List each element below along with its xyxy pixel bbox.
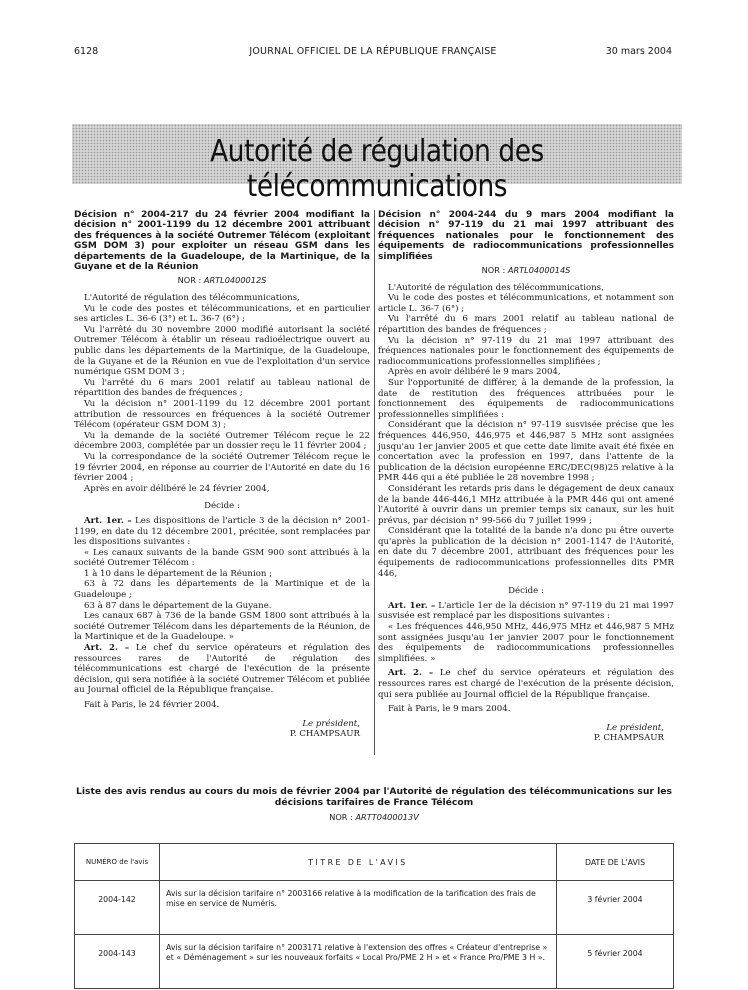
article-paragraph: « Les canaux suivants de la bande GSM 900 sont attribués à la société Outremer Télécom : bbox=[74, 547, 370, 569]
article-2 bbox=[74, 643, 370, 696]
avis-date: 3 février 2004 bbox=[557, 881, 674, 935]
visa-paragraph: L'Autorité de régulation des télécommunications, bbox=[84, 293, 300, 304]
visas bbox=[74, 293, 370, 494]
page-number: 6128 bbox=[74, 46, 99, 57]
journal-title: JOURNAL OFFICIEL DE LA RÉPUBLIQUE FRANÇAISE bbox=[249, 46, 497, 57]
section-title: Autorité de régulation des télécommunications bbox=[210, 134, 544, 204]
decision-right bbox=[378, 210, 674, 744]
decision-title: Décision n° 2004-217 du 24 février 2004 modifiant la décision n° 2001-1199 du 12 décembre 2001 attribuant des fréquences à la société Outremer Télécom (exploitant GSM DOM 3) pour exploiter un réseau GSM dans les départements de la Guadeloupe, de la Martinique, de la Guyane et de la Réunion bbox=[74, 210, 370, 273]
article-2-text: Le chef du service opérateurs et régulation des ressources rares de l'Autorité de régulation des télécommunications est chargé de l'exécution de la présente décision, qui sera notifiée à la société Outremer Télécom et publiée au Journal officiel de la République française. bbox=[74, 643, 370, 696]
table-row bbox=[75, 881, 674, 935]
article-paragraph: Les canaux 687 à 736 de la bande GSM 1800 sont attribués à la société Outremer Télécom dans les départements de la Réunion, de la Martinique et de la Guadeloupe. » bbox=[74, 611, 370, 643]
avis-table bbox=[74, 843, 674, 989]
signature bbox=[74, 719, 370, 740]
signature bbox=[378, 723, 674, 744]
article-paragraph: « Les fréquences 446,950 MHz, 446,975 MHz et 446,987 5 MHz sont assignées jusqu'au 1er janvier 2007 pour le fonctionnement des équipements de radiocommunications professionnelles simplifiées. » bbox=[378, 622, 674, 664]
avis-title: Avis sur la décision tarifaire n° 2003166 relative à la modification de la tarification des frais de mise en service de Numéris. bbox=[160, 881, 557, 935]
article-1 bbox=[74, 516, 370, 548]
decide-heading: Décide : bbox=[204, 501, 240, 512]
signature-title: Le président, bbox=[302, 718, 360, 729]
nor-line bbox=[74, 275, 370, 286]
article-1-label: Art. 1er. – bbox=[84, 515, 132, 526]
avis-date: 5 février 2004 bbox=[557, 935, 674, 989]
visa-paragraph: Vu la décision n° 2001-1199 du 12 décembre 2001 portant attribution de ressources en fréquences à la société Outremer Télécom (opérateur GSM DOM 3) ; bbox=[74, 398, 370, 431]
visa-paragraph: Vu la décision n° 97-119 du 21 mai 1997 attribuant des fréquences nationales pour le fonctionnement des équipements de radiocommunications professionnelles simplifiées ; bbox=[378, 335, 674, 367]
article-1-text: L'article 1er de la décision n° 97-119 du 21 mai 1997 susvisée est remplacé par les dispositions suivantes : bbox=[378, 600, 674, 622]
article-2 bbox=[378, 668, 674, 700]
closing-line: Fait à Paris, le 24 février 2004. bbox=[84, 700, 220, 710]
nor-label: NOR : bbox=[481, 265, 506, 276]
visa-paragraph: Sur l'opportunité de différer, à la demande de la profession, la date de restitution des fréquences attribuées pour le fonctionnement des équipements de radiocommunications professionnelles simplifiées : bbox=[378, 377, 674, 420]
list-nor-line bbox=[74, 812, 674, 822]
nor-line bbox=[378, 265, 674, 276]
nor-code: ARTL0400014S bbox=[507, 265, 571, 276]
visa-paragraph: Vu le code des postes et télécommunications, et en particulier ses articles L. 36-6 (3°) et L. 36-7 (6°) ; bbox=[74, 303, 370, 325]
page-header bbox=[74, 46, 672, 60]
decide-heading: Décide : bbox=[508, 586, 544, 597]
list-title: Liste des avis rendus au cours du mois de février 2004 par l'Autorité de régulation des télécommunications sur les décisions tarifaires de France Télécom bbox=[75, 786, 672, 808]
visa-paragraph: Considérant les retards pris dans le dégagement de deux canaux de la bande 446-446,1 MHz attribuée à la PMR 446 qui ont amené l'Autorité à ouvrir dans un premier temps six canaux, sur les huit prévus, par décision n° 99-566 du 7 juillet 1999 ; bbox=[378, 483, 674, 526]
article-paragraph: 63 à 72 dans les départements de la Martinique et de la Guadeloupe ; bbox=[74, 579, 370, 601]
closing-line: Fait à Paris, le 9 mars 2004. bbox=[388, 704, 511, 715]
nor-code: ARTL0400012S bbox=[203, 275, 267, 286]
article-2-label: Art. 2. – bbox=[388, 668, 434, 679]
column-header-number: NUMÉRO de l'avis bbox=[75, 844, 160, 881]
signature-name: P. CHAMPSAUR bbox=[289, 729, 360, 740]
visa-paragraph: Après en avoir délibéré le 24 février 2004, bbox=[84, 483, 270, 494]
avis-title: Avis sur la décision tarifaire n° 2003171 relative à l'extension des offres « Créateur d'entreprise » et « Déménagement » sur les nouveaux forfaits « Local Pro/PME 2 H » et « France Pro/PME 3 H ». bbox=[160, 935, 557, 989]
issue-date: 30 mars 2004 bbox=[605, 46, 672, 57]
visa-paragraph: Vu l'arrêté du 30 novembre 2000 modifié autorisant la société Outremer Télécom à établir un réseau radioélectrique ouvert au public dans les départements de la Martinique, de la Guadeloupe, de la Guyane et de la Réunion en vue de l'exploitation d'un service numérique GSM DOM 3 ; bbox=[74, 324, 370, 378]
column-header-title: TITRE DE L'AVIS bbox=[160, 844, 557, 881]
article-2-label: Art. 2. – bbox=[84, 643, 130, 654]
avis-number: 2004-142 bbox=[75, 881, 160, 935]
visa-paragraph: Vu l'arrêté du 6 mars 2001 relatif au tableau national de répartition des bandes de fréquences ; bbox=[378, 314, 674, 335]
article-2-text: Le chef du service opérateurs et régulation des ressources rares est chargé de l'exécution de la présente décision, qui sera publiée au Journal officiel de la République française. bbox=[378, 668, 674, 700]
table-row bbox=[75, 935, 674, 989]
visas bbox=[378, 283, 674, 580]
column-header-date: DATE DE L'AVIS bbox=[557, 844, 674, 881]
nor-code: ARTT0400013V bbox=[355, 812, 419, 822]
nor-label: NOR : bbox=[177, 275, 202, 286]
decision-title: Décision n° 2004-244 du 9 mars 2004 modifiant la décision n° 97-119 du 21 mai 1997 attribuant des fréquences nationales pour le fonctionnement des équipements de radiocommunications professionnelles simplifiées bbox=[378, 210, 674, 262]
visa-paragraph: Considérant que la décision n° 97-119 susvisée précise que les fréquences 446,950, 446,975 et 446,987 5 MHz sont assignées jusqu'au 1er janvier 2005 et que cette date limite avait été fixée en concertation avec la profession en 1997, dans l'attente de la publication de la décision européenne ERC/DEC(98)25 relative à la PMR 446 qui a été publiée le 28 novembre 1998 ; bbox=[378, 420, 674, 484]
article-paragraph: 1 à 10 dans le département de la Réunion ; bbox=[84, 568, 273, 579]
column-divider bbox=[374, 210, 375, 755]
visa-paragraph: L'Autorité de régulation des télécommunications, bbox=[388, 282, 604, 293]
article-1 bbox=[378, 601, 674, 622]
decision-left bbox=[74, 210, 370, 740]
nor-label: NOR : bbox=[329, 812, 353, 822]
visa-paragraph: Après en avoir délibéré le 9 mars 2004, bbox=[388, 367, 561, 378]
avis-number: 2004-143 bbox=[75, 935, 160, 989]
visa-paragraph: Vu la correspondance de la société Outremer Télécom reçue le 19 février 2004, en réponse au courrier de l'Autorité en date du 16 février 2004 ; bbox=[74, 451, 370, 484]
signature-name: P. CHAMPSAUR bbox=[593, 733, 664, 744]
article-paragraph: 63 à 87 dans le département de la Guyane. bbox=[84, 600, 272, 611]
visa-paragraph: Considérant que la totalité de la bande n'a donc pu être ouverte qu'après la publication de la décision n° 2001-1147 de l'Autorité, en date du 7 décembre 2001, attribuant des fréquences pour les équipements de radiocommunications professionnelles dits PMR 446, bbox=[378, 526, 674, 579]
visa-paragraph: Vu la demande de la société Outremer Télécom reçue le 22 décembre 2003, complétée par un dossier reçu le 11 février 2004 ; bbox=[74, 430, 370, 452]
article-1-label: Art. 1er. – bbox=[388, 600, 436, 611]
table-header-row bbox=[75, 844, 674, 881]
section-banner bbox=[72, 124, 682, 204]
visa-paragraph: Vu l'arrêté du 6 mars 2001 relatif au tableau national de répartition des bandes de fréquences ; bbox=[74, 377, 370, 399]
signature-title: Le président, bbox=[606, 722, 664, 733]
visa-paragraph: Vu le code des postes et télécommunications, et notamment son article L. 36-7 (6°) ; bbox=[378, 293, 674, 314]
article-1-text: Les dispositions de l'article 3 de la décision n° 2001-1199, en date du 12 décembre 2001, précitée, sont remplacées par les dispositions suivantes : bbox=[74, 515, 370, 548]
